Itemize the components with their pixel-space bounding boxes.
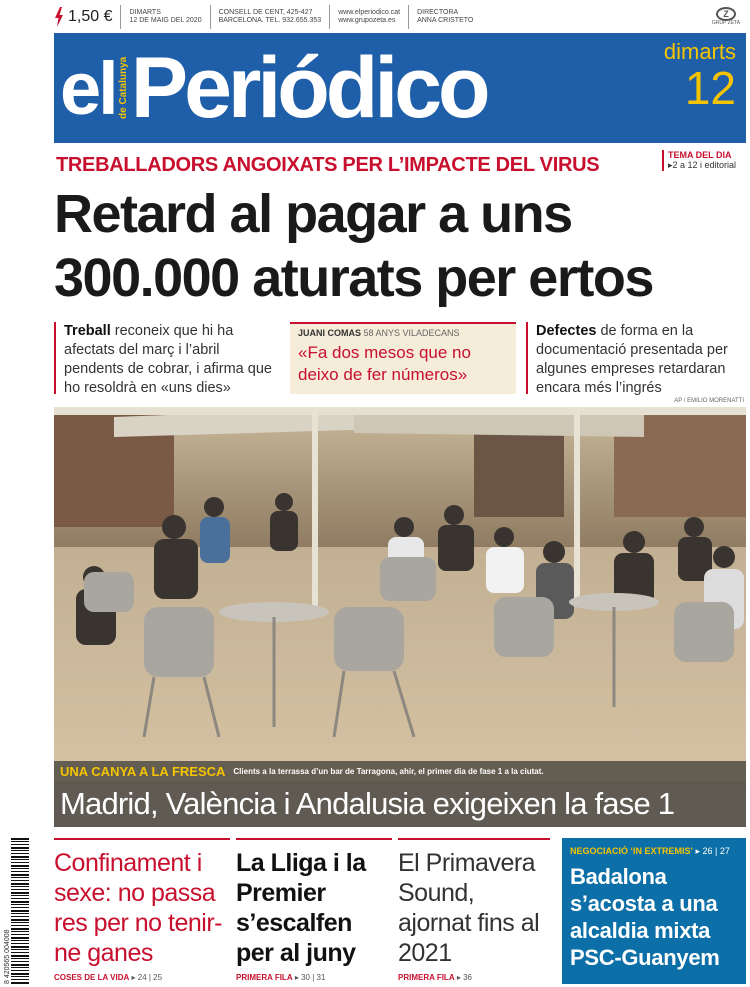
substory-left-text: reconeix que hi ha afectats del març i l’abril pendents de cobrar, i afirma que ho resoldrà en «uns dies»	[64, 323, 272, 396]
director-cell	[408, 5, 481, 29]
tema-pages: ▸2 a 12 i editorial	[668, 160, 737, 170]
bottom-story-2-section: PRIMERA FILA	[236, 973, 293, 982]
bottom-story-3-section: PRIMERA FILA	[398, 973, 455, 982]
top-info-strip	[54, 4, 746, 30]
bottom-story-1-head: Confinament i sexe: no passa res per no tenir-ne ganes	[54, 849, 222, 967]
date-line-1: DIMARTS	[129, 8, 161, 16]
substory-row	[54, 322, 746, 398]
masthead	[54, 33, 746, 143]
caption-text: Clients a la terrassa d’un bar de Tarragona, ahir, el primer dia de fase 1 a la ciutat.	[233, 766, 544, 776]
web-link-2[interactable]: www.grupozeta.es	[338, 17, 396, 24]
lead-headline[interactable]	[54, 182, 746, 310]
director-label: DIRECTORA	[417, 8, 459, 16]
lead-kicker: TREBALLADORS ANGOIXATS PER L’IMPACTE DEL VIRUS	[56, 154, 600, 176]
address-line-1: CONSELL DE CENT, 425-427	[218, 8, 313, 16]
logo-subtitle: de Catalunya	[117, 56, 129, 120]
date-cell	[120, 5, 209, 29]
web-link-1[interactable]: www.elperiodico.cat	[338, 8, 401, 16]
bottom-story-3-foot	[398, 973, 472, 982]
photo-credit: AP / EMILIO MORENATTI	[674, 398, 744, 404]
headline-line-2: 300.000 aturats per ertos	[54, 248, 653, 308]
logo-name: Periódico	[130, 39, 487, 136]
substory-left[interactable]	[54, 322, 280, 394]
tema-label: TEMA DEL DIA	[668, 150, 732, 160]
web-cell	[329, 5, 408, 29]
barcode-digits: 8 420565 004008	[4, 929, 11, 984]
price-box	[54, 7, 120, 27]
bottom-story-1-section: COSES DE LA VIDA	[54, 973, 130, 982]
day-number: 12	[684, 62, 736, 114]
masthead-date	[663, 39, 736, 114]
bolt-icon	[54, 7, 64, 27]
zeta-logo-icon: Z	[716, 7, 736, 21]
bottom-story-4-head: Badalona s’acosta a una alcaldia mixta PSC-Guanyem	[570, 864, 720, 970]
bottom-story-2-foot	[236, 973, 325, 982]
bottom-story-1[interactable]	[54, 838, 230, 984]
address-line-2: BARCELONA. TEL. 932.655.353	[218, 17, 322, 24]
bottom-story-2[interactable]	[236, 838, 392, 984]
substory-left-bold: Treball	[64, 323, 111, 339]
bottom-story-2-pages: ▸ 30 | 31	[294, 973, 326, 982]
photo-caption-strip	[54, 761, 746, 781]
bottom-story-3-head: El Primavera Sound, ajornat fins al 2021	[398, 849, 540, 967]
bottom-story-4-pages: ▸ 26 | 27	[693, 846, 730, 856]
grup-zeta-logo	[706, 4, 746, 30]
bottom-story-3-pages: ▸ 36	[456, 973, 472, 982]
bottom-story-1-foot	[54, 973, 162, 982]
bottom-story-3[interactable]	[398, 838, 550, 984]
bottom-story-4-kicker: NEGOCIACIÓ ‘IN EXTREMIS’	[570, 846, 694, 856]
quote-text: «Fa dos mesos que no deixo de fer números»	[298, 343, 471, 384]
quote-name: JUANI COMAS	[298, 328, 362, 338]
day-name: dimarts	[663, 39, 736, 64]
grup-zeta-label: GRUP ZETA	[711, 20, 741, 27]
date-line-2: 12 DE MAIG DEL 2020	[129, 17, 202, 24]
headline-line-1: Retard al pagar a uns	[54, 184, 572, 244]
director-name: ANNA CRISTETO	[417, 17, 474, 24]
substory-right-text: de forma en la documentació presentada per algunes empreses retardaran encara més l’ingrés	[536, 323, 728, 396]
bottom-story-4[interactable]	[562, 838, 746, 984]
substory-right-bold: Defectes	[536, 323, 597, 339]
substory-right[interactable]	[526, 322, 746, 394]
tema-del-dia	[662, 150, 748, 171]
bottom-story-4-tag	[570, 846, 738, 857]
quote-meta	[298, 328, 508, 338]
bottom-stories	[54, 838, 746, 984]
photo-headline[interactable]: Madrid, València i Andalusia exigeixen la fase 1	[54, 781, 746, 827]
caption-kicker: UNA CANYA A LA FRESCA	[60, 763, 226, 779]
price: 1,50 €	[68, 7, 113, 25]
barcode	[4, 838, 30, 984]
address-cell	[210, 5, 330, 29]
logo-prefix: el	[60, 46, 116, 130]
quote-box[interactable]	[290, 322, 516, 394]
quote-details: 58 ANYS VILADECANS	[361, 328, 460, 338]
barcode-icon	[11, 838, 29, 984]
bottom-story-2-head: La Lliga i la Premier s’escalfen per al juny	[236, 849, 366, 967]
bottom-story-1-pages: ▸ 24 | 25	[131, 973, 163, 982]
